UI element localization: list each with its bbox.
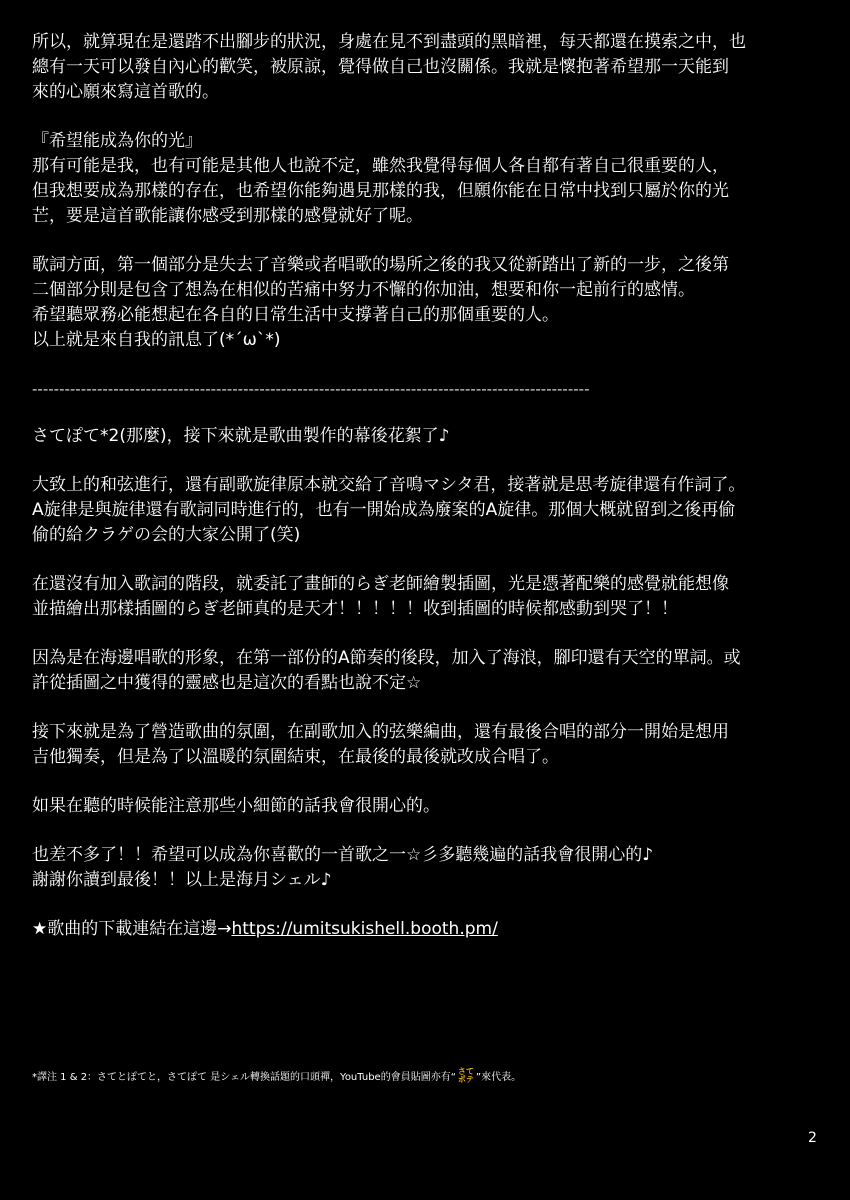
text-line: 因為是在海邊唱歌的形象，在第一部份的A節奏的後段，加入了海浪，腳印還有天空的單詞。或 <box>32 648 741 668</box>
text-line: 在還沒有加入歌詞的階段，就委託了畫師的らぎ老師繪製插圖，光是憑著配樂的感覺就能想像 <box>32 574 729 594</box>
text-line: 芒，要是這首歌能讓你感受到那樣的感覺就好了呢。 <box>32 206 423 226</box>
divider: ------------------------------------------------------------------------------------------------------- <box>32 380 590 398</box>
text-line: さてぽて*2(那麼)，接下來就是歌曲製作的幕後花絮了♪ <box>32 426 450 446</box>
text-line: 但我想要成為那樣的存在，也希望你能夠遇見那樣的我，但願你能在日常中找到只屬於你的光 <box>32 181 729 201</box>
text-line: 總有一天可以發自內心的歡笑，被原諒，覺得做自己也沒關係。我就是懷抱著希望那一天能到 <box>32 57 729 77</box>
page-number: 2 <box>808 1130 817 1146</box>
text-line: 並描繪出那樣插圖的らぎ老師真的是天才！！！！！收到插圖的時候都感動到哭了！！ <box>32 599 678 619</box>
text-line: 謝謝你讀到最後！！以上是海月シェル♪ <box>32 870 332 890</box>
footnote <box>32 1068 521 1085</box>
paragraph-illustration <box>32 572 822 622</box>
text-line: 希望聽眾務必能想起在各自的日常生活中支撐著自己的那個重要的人。 <box>32 305 559 325</box>
text-line: 以上就是來自我的訊息了(*´ω`*) <box>32 330 281 350</box>
paragraph-satepote <box>32 424 822 449</box>
download-line <box>32 917 822 942</box>
paragraph-closing <box>32 843 822 893</box>
download-link[interactable]: https://umitsukishell.booth.pm/ <box>231 919 498 939</box>
paragraph-hope <box>32 129 822 229</box>
paragraph-details <box>32 794 822 819</box>
sticker-bottom-text: ポテ <box>457 1075 474 1084</box>
text-line: 二個部分則是包含了想為在相似的苦痛中努力不懈的你加油，想要和你一起前行的感情。 <box>32 280 695 300</box>
sticker-top-text: さて <box>457 1067 474 1076</box>
download-prefix: ★歌曲的下載連結在這邊→ <box>32 919 232 939</box>
satepote-sticker-icon <box>456 1068 476 1084</box>
paragraph-strings <box>32 720 822 770</box>
footnote-text-end: ”來代表。 <box>475 1072 522 1083</box>
paragraph-sea <box>32 646 822 696</box>
text-line: 許從插圖之中獲得的靈感也是這次的看點也說不定☆ <box>32 673 422 693</box>
paragraph-lyrics <box>32 253 822 353</box>
text-line: 來的心願來寫這首歌的。 <box>32 82 219 102</box>
text-line: 歌詞方面，第一個部分是失去了音樂或者唱歌的場所之後的我又從新踏出了新的一步，之後第 <box>32 255 729 275</box>
text-line: 那有可能是我，也有可能是其他人也說不定，雖然我覺得每個人各自都有著自己很重要的人， <box>32 156 729 176</box>
footnote-text: *譯注 1 & 2：さてとぽてと，さてぽて 是シェル轉換話題的口頭禪，YouTube的會員貼圖亦有“ <box>32 1072 456 1083</box>
paragraph-chords <box>32 473 822 548</box>
text-line: 吉他獨奏，但是為了以溫暖的氛圍結束，在最後的最後就改成合唱了。 <box>32 747 559 767</box>
text-line: 也差不多了！！希望可以成為你喜歡的一首歌之一☆彡多聽幾遍的話我會很開心的♪ <box>32 845 654 865</box>
text-line: 所以，就算現在是還踏不出腳步的狀況，身處在見不到盡頭的黑暗裡，每天都還在摸索之中，也 <box>32 32 746 52</box>
text-line: 偷的給クラゲの会的大家公開了(笑) <box>32 525 301 545</box>
paragraph-intro <box>32 30 822 105</box>
text-line: 接下來就是為了營造歌曲的氛圍，在副歌加入的弦樂編曲，還有最後合唱的部分一開始是想用 <box>32 722 729 742</box>
text-line: A旋律是與旋律還有歌詞同時進行的，也有一開始成為廢案的A旋律。那個大概就留到之後再偷 <box>32 500 736 520</box>
section-title: 『希望能成為你的光』 <box>32 131 202 151</box>
text-line: 如果在聽的時候能注意那些小細節的話我會很開心的。 <box>32 796 440 816</box>
document-body <box>32 30 822 966</box>
text-line: 大致上的和弦進行，還有副歌旋律原本就交給了音鳴マシタ君，接著就是思考旋律還有作詞了。 <box>32 475 746 495</box>
download-paragraph <box>32 917 822 942</box>
